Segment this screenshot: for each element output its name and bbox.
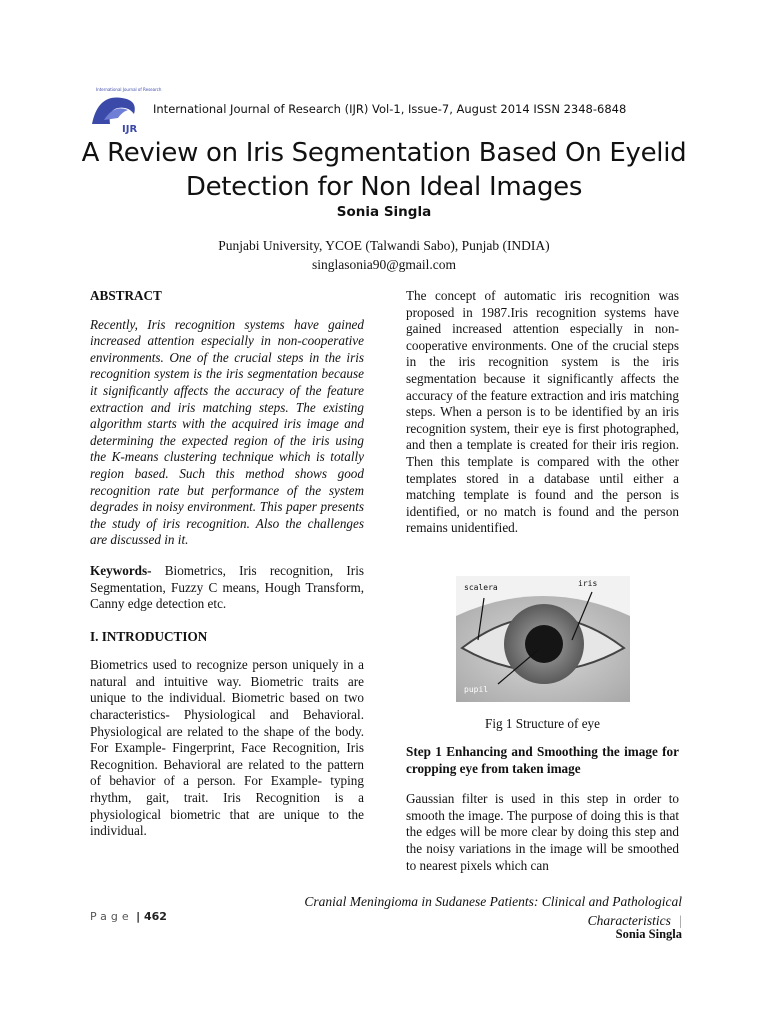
title-line-1: A Review on Iris Segmentation Based On Eyelid: [81, 138, 687, 168]
paper-title: [40, 136, 728, 204]
footer-author: Sonia Singla: [615, 927, 682, 941]
label-pupil: pupil: [464, 685, 489, 694]
footer-separator: |: [678, 913, 682, 928]
title-line-2: Detection for Non Ideal Images: [185, 172, 583, 202]
eye-figure: [456, 576, 630, 702]
keywords: [90, 563, 364, 613]
paper-author: Sonia Singla: [336, 204, 432, 220]
abstract-text: Recently, Iris recognition systems have gained increased attention especially in non-cooperative environments. One of the crucial steps in the iris recognition system is the iris segmentation because it significantly affects the accuracy of the feature extraction and iris matching steps. The existing algorithm starts with the acquired iris image and determining the expected region of the iris using the K-means clustering technique which is totally region based. Such this method shows good recognition rate but performance of the system degrades in noisy environment. This paper presents the study of iris recognition. Also the challenges are discussed in it.: [90, 316, 364, 548]
journal-header: International Journal of Research (IJR) Vol-1, Issue-7, August 2014 ISSN 2348-6848: [153, 102, 627, 116]
keywords-label: Keywords-: [90, 562, 152, 578]
introduction-heading: I. INTRODUCTION: [90, 628, 208, 644]
left-column: [90, 288, 364, 840]
journal-logo: [88, 84, 162, 138]
affiliation: Punjabi University, YCOE (Talwandi Sabo), Punjab (INDIA): [218, 238, 550, 253]
right-column-lower: [406, 744, 679, 874]
introduction-text: Biometrics used to recognize person uniquely in a natural and intuitive way. Biometric traits are unique to the individual. Biometric based on two characteristics- Physiological and Behavioral. Physiological are related to the shape of the body. For Example- Fingerprint, Face Recognition, Iris Recognition. Behavioral are related to the pattern of behavior of a person. For Example- typing rhythm, gait, trait. Iris Recognition is a physiological biometric that are unique to the individual.: [90, 657, 364, 839]
right-paragraph-1: The concept of automatic iris recognition was proposed in 1987.Iris recognition systems have gained increased attention especially in non-cooperative environments. One of the crucial steps in the iris recognition system is the iris segmentation because it significantly affects the accuracy of the feature extraction and iris matching steps. When a person is to be identified by an iris recognition system, their eye is first photographed, and then a template is created for their iris region. Then this template is compared with the other templates stored in a database until either a matching template is found and the person is identified, or no match is found and the person remains unidentified.: [406, 288, 679, 536]
author-email: singlasonia90@gmail.com: [311, 257, 457, 272]
keywords-text: Biometrics, Iris recognition, Iris Segmentation, Fuzzy C means, Hough Transform, Canny edge detection etc.: [90, 562, 364, 612]
affiliation-block: [0, 236, 768, 274]
label-iris: iris: [578, 579, 598, 588]
page-number: | 462: [136, 910, 167, 923]
right-column-upper: [406, 288, 679, 537]
footer-title-text: Cranial Meningioma in Sudanese Patients: Clinical and Pathological Characteristics: [304, 894, 682, 928]
page-number-block: [90, 910, 167, 923]
step1-heading: Step 1 Enhancing and Smoothing the image for cropping eye from taken image: [406, 744, 679, 776]
abstract-heading: ABSTRACT: [90, 288, 162, 303]
footer-article-title: [222, 892, 682, 930]
logo-text: IJR: [122, 124, 138, 135]
figure-caption: Fig 1 Structure of eye: [485, 716, 600, 731]
pupil-shape: [525, 625, 563, 663]
step1-text: Gaussian filter is used in this step in order to smooth the image. The purpose of doing this is that the edges will be more clear by doing this step and the noisy variations in the image will be smoothed to nearest pixels which can: [406, 791, 679, 873]
page-label: Page: [90, 910, 133, 923]
label-sclera: scalera: [464, 583, 498, 592]
svg-text:International Journal of Resea: International Journal of Research: [96, 87, 162, 92]
